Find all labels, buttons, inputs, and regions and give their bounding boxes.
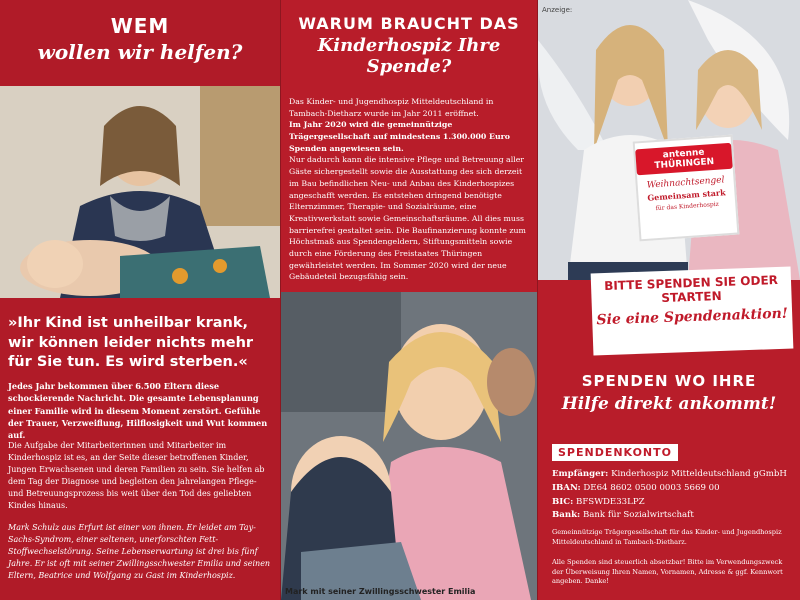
panel1-quote: »Ihr Kind ist unheilbar krank, wir können leider nichts mehr für Sie tun. Es wird sterben.« xyxy=(8,315,254,371)
bank-row-bank xyxy=(552,509,798,523)
photo-caption: Mark mit seiner Zwillingsschwester Emilia xyxy=(285,587,476,596)
bank-value: BFSWDE33LPZ xyxy=(576,496,645,507)
bank-row-empfaenger xyxy=(552,468,798,482)
bank-value: DE64 8602 0500 0003 5669 00 xyxy=(583,482,720,493)
panel1-lead: Jedes Jahr bekommen über 6.500 Eltern diese schockierende Nachricht. Die gesamte Lebensplanung einer Familie wird in diesem Moment zerstört. Gefühle der Trauer, Verzweiflung, Hilflosigkeit und Wut kommen auf. xyxy=(8,381,268,441)
ad-label: Anzeige: xyxy=(542,6,573,14)
antenne-logo: antenne THÜRINGEN xyxy=(635,143,733,176)
mother-child-illustration xyxy=(0,86,280,298)
badge-script: Weihnachtsengel xyxy=(646,175,725,191)
panel2-heading-line2: Kinderhospiz Ihre Spende? xyxy=(317,35,501,77)
panel-wem xyxy=(0,0,280,600)
bank-details xyxy=(552,468,798,523)
panel1-body: Die Aufgabe der Mitarbeiterinnen und Mitarbeiter im Kinderhospiz ist es, an der Seite dieser betroffenen Kinder, Jungen Erwachsenen und deren Familien zu sein. Sie helfen ab dem Tag der Diagnose und begleiten den jahrelangen Pflege- und Betreuungsprozess bis weit über den Tod des geliebten Kindes hinaus. xyxy=(8,441,265,510)
bank-value: Bank für Sozialwirtschaft xyxy=(582,510,694,521)
panel-warum xyxy=(281,0,537,600)
bank-key: Empfänger: xyxy=(552,469,609,479)
panel2-heading-line1: WARUM BRAUCHT DAS xyxy=(298,14,520,33)
panel3-subheading xyxy=(538,372,800,414)
spendenkonto-label: SPENDENKONTO xyxy=(552,444,678,461)
photo-mother-child xyxy=(0,86,280,298)
twins-illustration xyxy=(281,292,537,600)
photo-angels xyxy=(538,0,800,280)
panel2-text xyxy=(289,96,531,283)
panel1-heading-line2: wollen wir helfen? xyxy=(37,40,243,64)
badge-subtitle: für das Kinderhospiz xyxy=(655,200,720,212)
panel2-para1: Das Kinder- und Jugendhospiz Mitteldeutschland in Tambach-Dietharz wurde im Jahr 2011 eröffnet. xyxy=(289,97,494,118)
subheading-line1: SPENDEN WO IHRE xyxy=(581,372,757,390)
bank-value: Kinderhospiz Mitteldeutschland gGmbH xyxy=(611,469,787,479)
cta-line1: BITTE SPENDEN SIE ODER STARTEN xyxy=(603,272,779,306)
cta-line2: Sie eine Spendenaktion! xyxy=(596,305,789,329)
subheading-line2: Hilfe direkt ankommt! xyxy=(561,394,777,414)
panel3-note1: Gemeinnützige Trägergesellschaft für das Kinder- und Jugendhospiz Mitteldeutschland in Tambach-Dietharz. xyxy=(552,528,782,546)
bank-row-iban xyxy=(552,482,798,496)
bank-key: BIC: xyxy=(552,496,574,507)
badge-title: Gemeinsam stark xyxy=(647,187,726,203)
panel1-body-mark: Mark Schulz aus Erfurt ist einer von ihnen. Er leidet am Tay-Sachs-Syndrom, einer seltenen, unerforschten Fett-Stoffwechselstörung. Seine Lebenserwartung ist drei bis fünf Jahre. Er ist oft mit seiner Zwillingsschwester Emilia und seinen Eltern, Beatrice und Wolfgang zu Gast im Kinderhospiz. xyxy=(8,523,271,580)
antenne-badge xyxy=(633,135,740,242)
panel-spenden xyxy=(538,0,800,600)
bank-key: Bank: xyxy=(552,510,581,521)
photo-twins xyxy=(281,292,537,600)
panel1-heading-line1: WEM xyxy=(110,14,170,38)
panel3-note2: Alle Spenden sind steuerlich absetzbar! Bitte im Verwendungszweck der Überweisung Ihren Namen, Vornamen, Adresse & ggf. Kennwort angeben. Danke! xyxy=(552,558,783,586)
panel2-heading xyxy=(281,14,537,77)
bank-row-bic xyxy=(552,496,798,510)
panel1-heading xyxy=(0,14,280,64)
panel2-para2: Im Jahr 2020 wird die gemeinnützige Trägergesellschaft auf mindestens 1.300.000 Euro Spenden angewiesen sein. xyxy=(289,120,510,153)
bank-key: IBAN: xyxy=(552,482,581,493)
panel2-para3: Nur dadurch kann die intensive Pflege und Betreuung aller Gäste sichergestellt sowie die Ausstattung des sich derzeit im Bau befindlichen Neu- und Anbau des Kinderhospizes angeschafft werden. Es entstehen dringend benötigte Elternzimmer, Therapie- und Sozialräume, eine Kreativwerkstatt sowie Gemeinschaftsräume. All dies muss barrierefrei gestaltet sein. Die Baufinanzierung konnte zum Höchstmaß aus Spendengeldern, Stiftungsmitteln sowie durch eine Förderung des Freistaates Thüringen gewährleistet werden. Im Sommer 2020 wird der neue Gebäudeteil bezugsfähig sein. xyxy=(289,155,526,282)
cta-box xyxy=(591,267,794,356)
